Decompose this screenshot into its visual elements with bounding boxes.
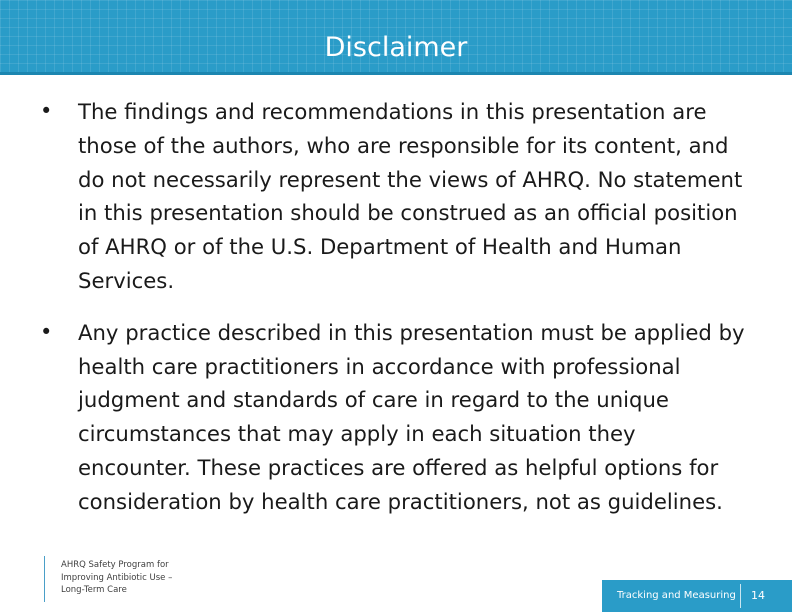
slide-body [34, 95, 754, 519]
slide-title-text: Disclaimer [324, 32, 468, 63]
program-logo [44, 556, 172, 602]
slide-title [0, 30, 792, 66]
bullet-text: The findings and recommendations in this presentation are those of the authors, who are responsible for its content, and do not necessarily represent the views of AHRQ. No statement in this presentation should be construed as an official position of AHRQ or of the U.S. Department of Health and Human Services. [78, 99, 743, 293]
bullet-item [34, 316, 754, 519]
bullet-marker: • [40, 319, 53, 344]
bullet-marker: • [40, 99, 53, 123]
footer-divider [740, 584, 741, 608]
program-name-line: AHRQ Safety Program for [61, 560, 169, 570]
program-name-line: Long-Term Care [61, 585, 127, 595]
bullet-text: Any practice described in this presentation must be applied by health care practitioners in accordance with professional judgment and standards of care in regard to the unique circumstances that may apply in each situation they encounter. These practices are offered as helpful options for consideration by health care practitioners, not as guidelines. [78, 319, 745, 514]
program-name-line: Improving Antibiotic Use – [61, 572, 173, 583]
footer-section-title: Tracking and Measuring [617, 590, 736, 601]
bullet-item [34, 95, 754, 298]
page-number: 14 [751, 589, 765, 602]
